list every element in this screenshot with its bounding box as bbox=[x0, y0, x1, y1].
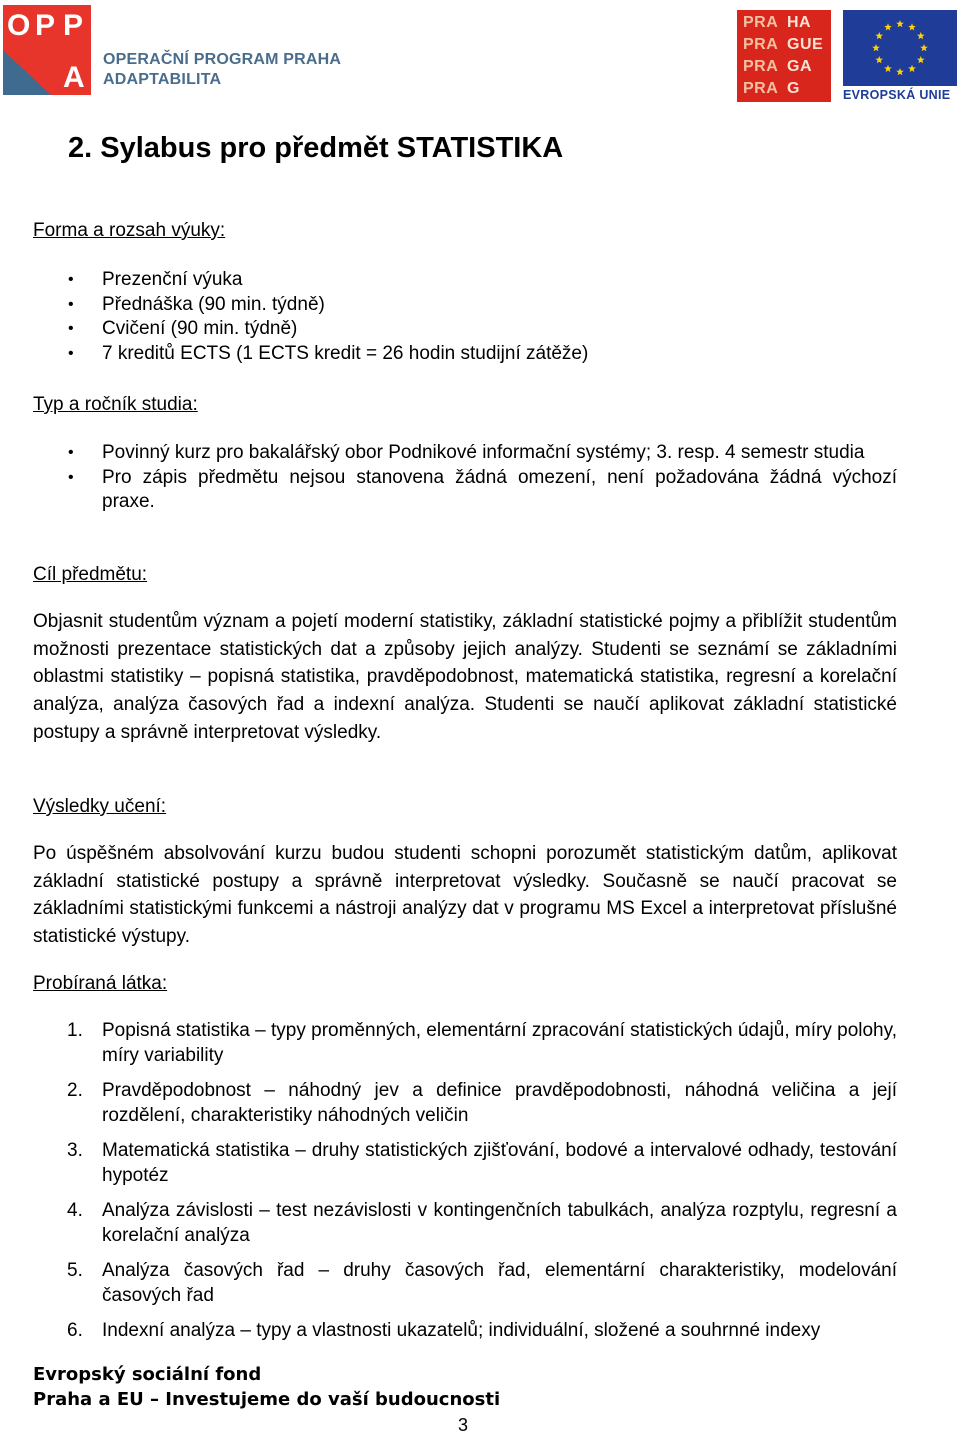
opp-logo-letter: P bbox=[35, 9, 56, 42]
list-item: • Cvičení (90 min. týdně) bbox=[0, 317, 960, 342]
praha-cell: GUE bbox=[787, 36, 824, 53]
item-text: Pravděpodobnost – náhodný jev a definice pravděpodobnosti, náhodná veličina a její rozdělení, charakteristiky náhodných veličin bbox=[102, 1080, 897, 1126]
item-number: 4. bbox=[67, 1200, 83, 1221]
paragraph-cil: Objasnit studentům význam a pojetí moderní statistiky, základní statistické pojmy a přiblížit studentům možnosti prezentace statistických dat a způsoby jejich analýzy. Studenti se seznámí se základními oblastmi statistiky – popisná statistika, pravděpodobnost, matematická statistika, regresní a korelační analýza, analýza časových řad a indexní analýza. Studenti se naučí aplikovat základní statistické postupy a správně interpretovat výsledky. bbox=[33, 611, 897, 743]
page-number: 3 bbox=[458, 1415, 469, 1435]
praha-cell: PRA bbox=[743, 58, 779, 75]
praha-cell: PRA bbox=[743, 14, 779, 31]
opp-logo-letter: A bbox=[63, 61, 85, 94]
opp-logo bbox=[3, 5, 91, 95]
praha-cell: HA bbox=[787, 14, 812, 31]
opp-line1: OPERAČNÍ PROGRAM PRAHA bbox=[103, 51, 342, 68]
item-number: 1. bbox=[67, 1020, 83, 1041]
opp-logo-letter: P bbox=[63, 9, 84, 42]
item-number: 2. bbox=[67, 1080, 83, 1101]
latka-list bbox=[0, 1019, 960, 1355]
praha-cell: PRA bbox=[743, 80, 779, 97]
item-text: Analýza závislosti – test nezávislosti v kontingenčních tabulkách, analýza rozptylu, regresní a korelační analýza bbox=[102, 1200, 897, 1246]
list-item bbox=[0, 1319, 960, 1344]
list-item bbox=[0, 1019, 960, 1068]
praha-logo bbox=[737, 10, 831, 102]
item-number: 6. bbox=[67, 1320, 83, 1341]
heading-cil: Cíl předmětu: bbox=[33, 564, 148, 585]
list-item: • Přednáška (90 min. týdně) bbox=[0, 293, 960, 318]
praha-cell: PRA bbox=[743, 36, 779, 53]
forma-list bbox=[0, 268, 960, 366]
eu-label: EVROPSKÁ UNIE bbox=[843, 88, 951, 102]
paragraph-vysledky: Po úspěšném absolvování kurzu budou studenti schopni porozumět statistickým datům, aplikovat základní statistické postupy a správně interpretovat výsledky. Současně se naučí pracovat se základními statistickými funkcemi a nástroji analýzy dat v programu MS Excel a interpretovat příslušné statistické výstupy. bbox=[33, 843, 897, 948]
item-text: Indexní analýza – typy a vlastnosti ukazatelů; individuální, složené a souhrnné indexy bbox=[102, 1320, 821, 1341]
header bbox=[0, 0, 960, 110]
footer-line1: Evropský sociální fond bbox=[33, 1364, 262, 1385]
heading-vysledky: Výsledky učení: bbox=[33, 796, 167, 817]
item-text: Popisná statistika – typy proměnných, elementární zpracování statistických údajů, míry polohy, míry variability bbox=[102, 1020, 897, 1066]
list-item bbox=[0, 1139, 960, 1188]
praha-cell: G bbox=[787, 80, 800, 97]
opp-line2: ADAPTABILITA bbox=[103, 71, 222, 88]
list-item bbox=[0, 1199, 960, 1248]
eu-flag-icon bbox=[843, 10, 957, 86]
list-item: • Prezenční výuka bbox=[0, 268, 960, 293]
heading-forma: Forma a rozsah výuky: bbox=[33, 220, 226, 241]
list-item bbox=[0, 1079, 960, 1128]
opp-logo-letter: O bbox=[7, 9, 31, 42]
page-title: 2. Sylabus pro předmět STATISTIKA bbox=[68, 132, 564, 164]
list-item: • Povinný kurz pro bakalářský obor Podnikové informační systémy; 3. resp. 4 semestr studia bbox=[0, 441, 960, 466]
item-text: Analýza časových řad – druhy časových řad, elementární charakteristiky, modelování časových řad bbox=[102, 1260, 897, 1306]
praha-cell: GA bbox=[787, 58, 812, 75]
footer-line2: Praha a EU – Investujeme do vaší budoucnosti bbox=[33, 1389, 501, 1410]
list-item: • 7 kreditů ECTS (1 ECTS kredit = 26 hodin studijní zátěže) bbox=[0, 342, 960, 367]
list-item bbox=[0, 1259, 960, 1308]
typ-list bbox=[0, 441, 960, 515]
item-number: 3. bbox=[67, 1140, 83, 1161]
list-item: • Pro zápis předmětu nejsou stanovena žádná omezení, není požadována žádná výchozí praxe. bbox=[0, 466, 960, 515]
heading-latka: Probíraná látka: bbox=[33, 973, 168, 994]
item-text: Matematická statistika – druhy statistických zjišťování, bodové a intervalové odhady, testování hypotéz bbox=[102, 1140, 897, 1186]
footer bbox=[33, 1362, 500, 1412]
heading-typ: Typ a ročník studia: bbox=[33, 394, 198, 415]
item-number: 5. bbox=[67, 1260, 83, 1281]
opp-program-name bbox=[103, 50, 341, 90]
